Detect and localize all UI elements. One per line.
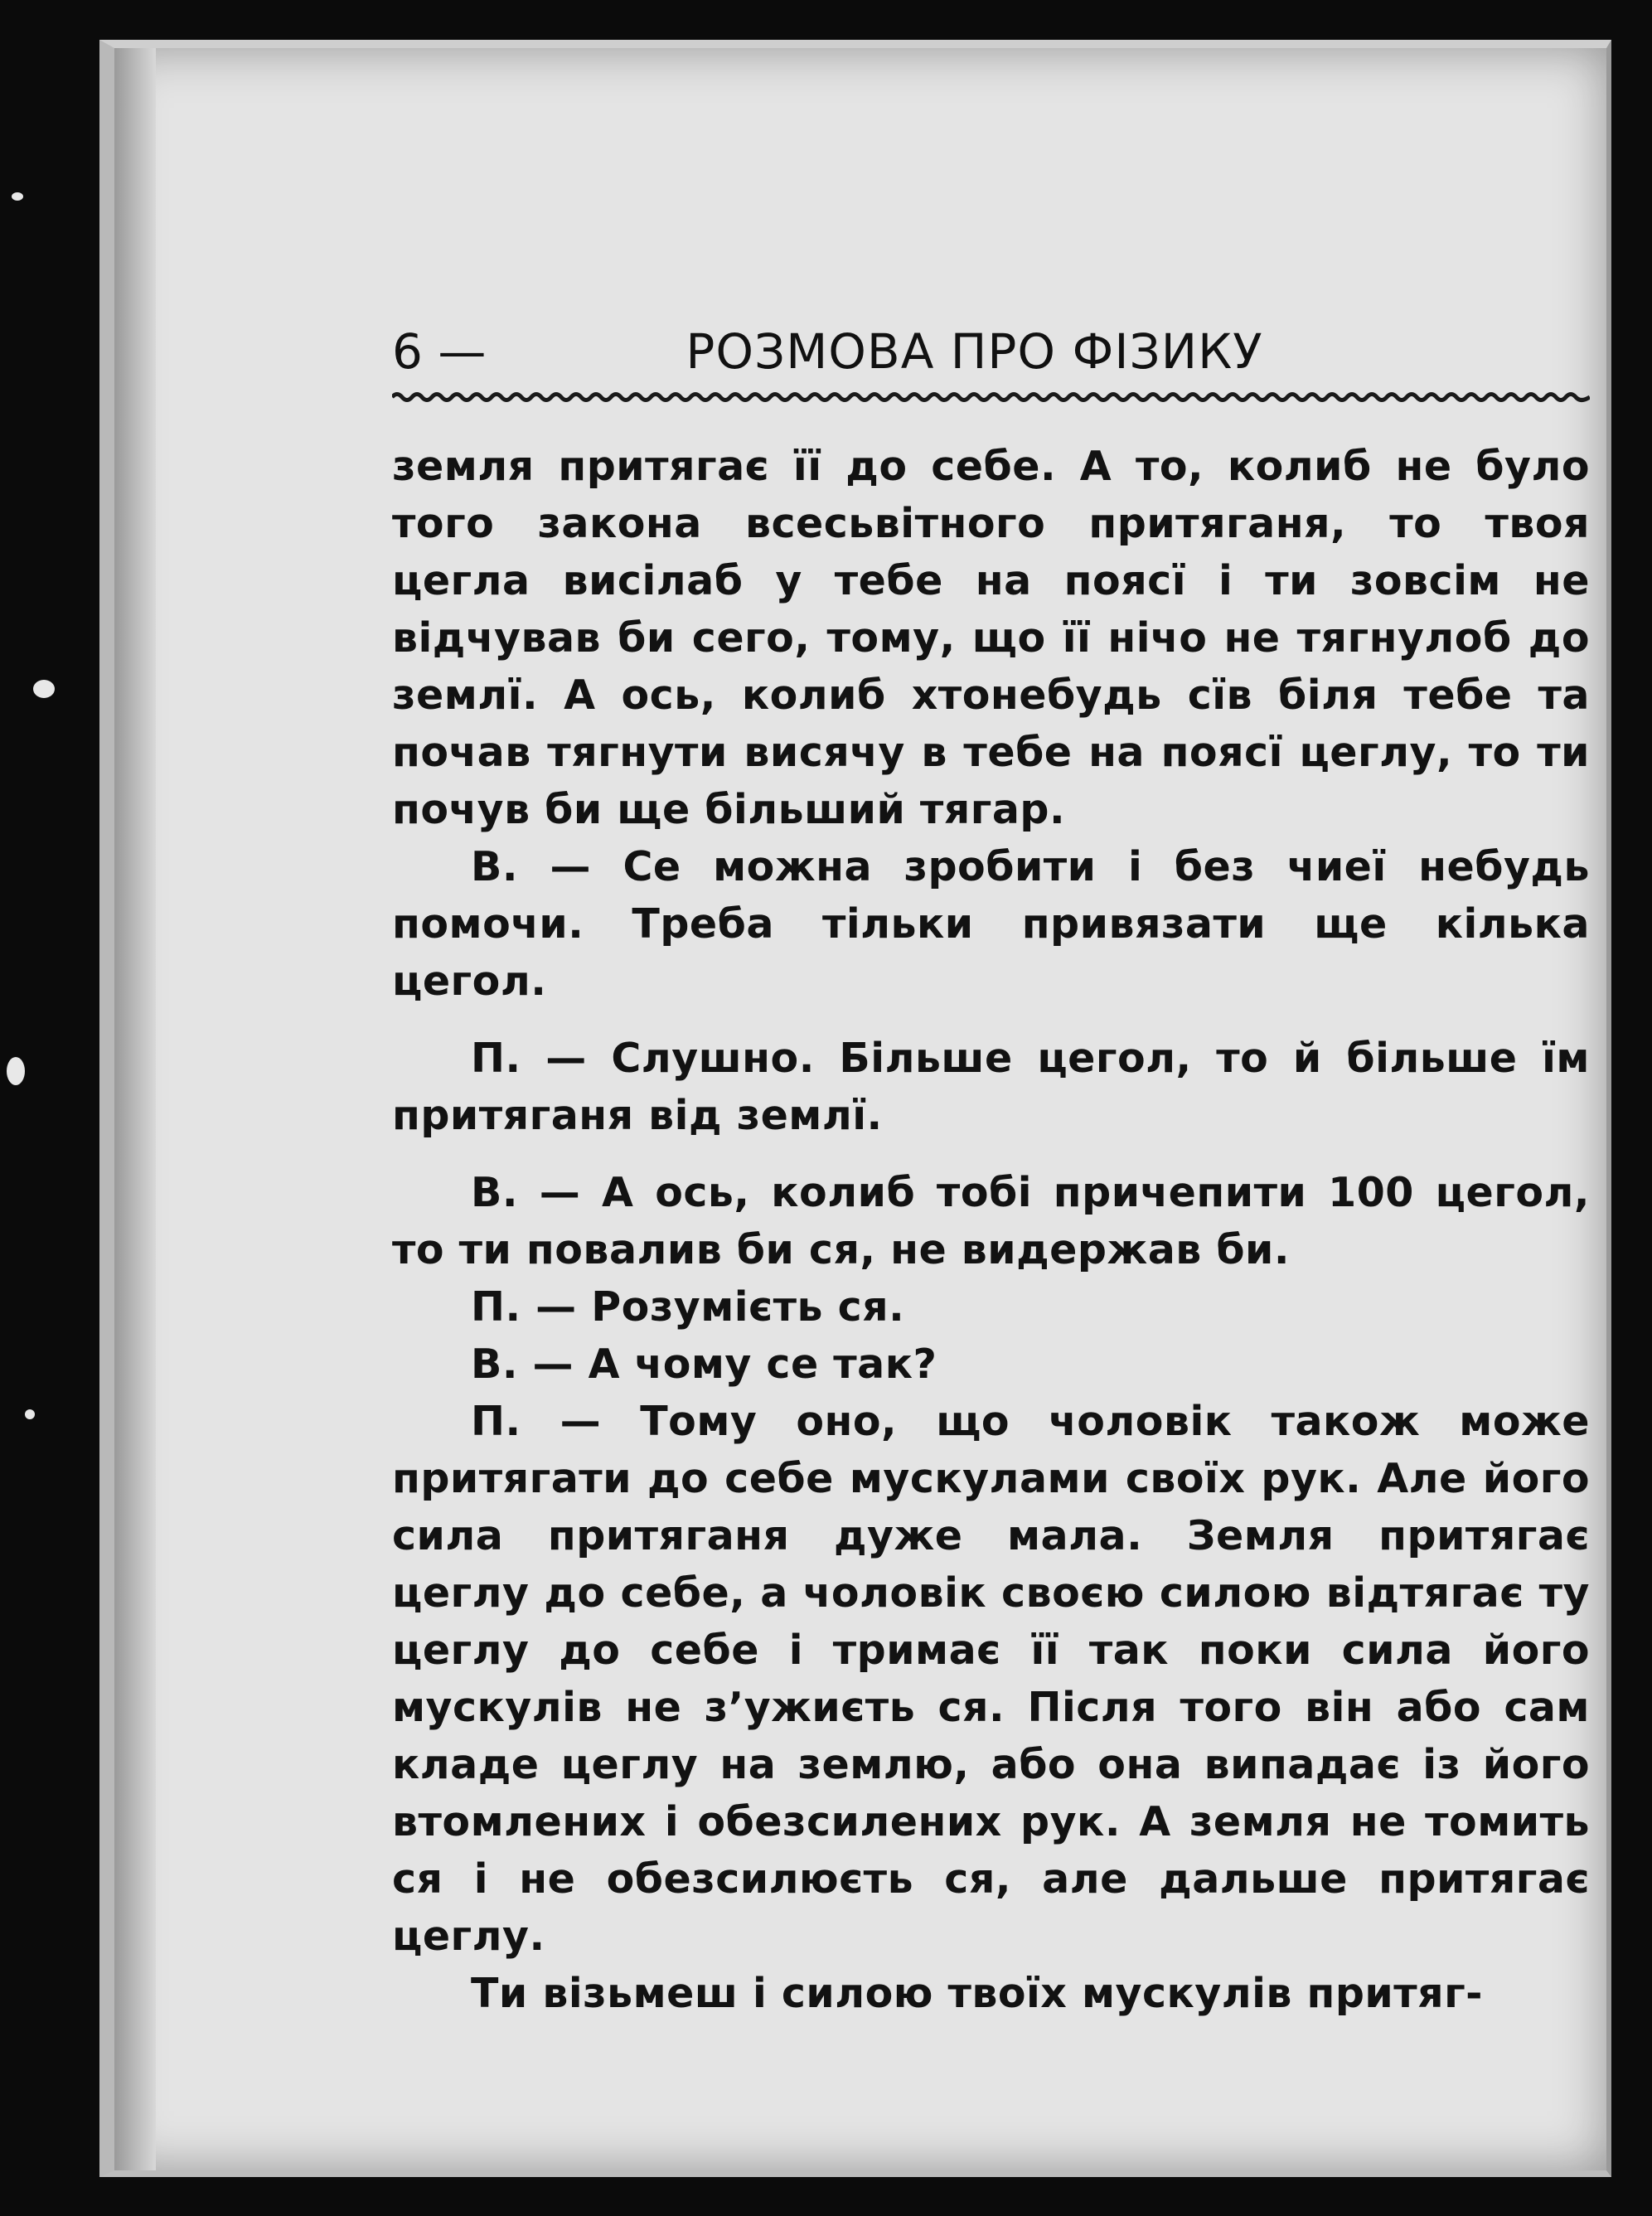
paragraph-continuation: земля притягає її до себе. А то, колиб не було того закона всесьвітного притяганя, то твоя цегла висілаб у тебе на поясї і ти зовсім не відчував би сего, тому, що її нічо не тягнулоб до землї. А ось, колиб хтонебудь сїв біля тебе та почав тягнути висячу в тебе на поясї цеглу, то ти почув би ще більший тягар.: [392, 443, 1590, 833]
scan-speck: [12, 192, 23, 201]
book-page: [99, 40, 1611, 2177]
paragraph-dialogue: В. — А ось, колиб тобі причепити 100 цегол, то ти повалив би ся, не видержав би.: [392, 1169, 1590, 1273]
page-spine-shadow: [114, 48, 156, 2170]
page-header: [392, 289, 1590, 380]
paragraph-dialogue: В. — А чому се так?: [471, 1341, 937, 1388]
paragraph-final: Ти візьмеш і силою твоїх мускулів притяг-: [471, 1970, 1484, 2017]
paragraph-dialogue: П. — Тому оно, що чоловік також може притягати до себе мускулами своїх рук. Але його сила притяганя дуже мала. Земля притягає цеглу до себе, а чоловік своєю силою відтягає ту цеглу до себе і тримає її так поки сила його мускулів не з’ужиєть ся. Після того він або сам кладе цеглу на землю, або она випадає із його втомлених і обезсилених рук. А земля не томить ся і не обезсилюєть ся, але дальше притягає цеглу.: [392, 1398, 1590, 1960]
scan-speck: [33, 680, 55, 698]
paragraph-dialogue: В. — Се можна зробити і без чиеї небудь помочи. Треба тільки привязати ще кілька цегол.: [392, 843, 1590, 1005]
page-number: 6 —: [392, 323, 487, 380]
body-text: [392, 438, 1590, 2022]
header-wavy-rule: [392, 390, 1590, 405]
paragraph-dialogue: П. — Слушно. Більше цегол, то й більше їм притяганя від землї.: [392, 1035, 1590, 1139]
scan-speck: [25, 1409, 35, 1419]
running-title: РОЗМОВА ПРО ФІЗИКУ: [686, 323, 1263, 380]
paragraph-dialogue: П. — Розумієть ся.: [471, 1283, 905, 1331]
scan-speck: [7, 1057, 25, 1085]
